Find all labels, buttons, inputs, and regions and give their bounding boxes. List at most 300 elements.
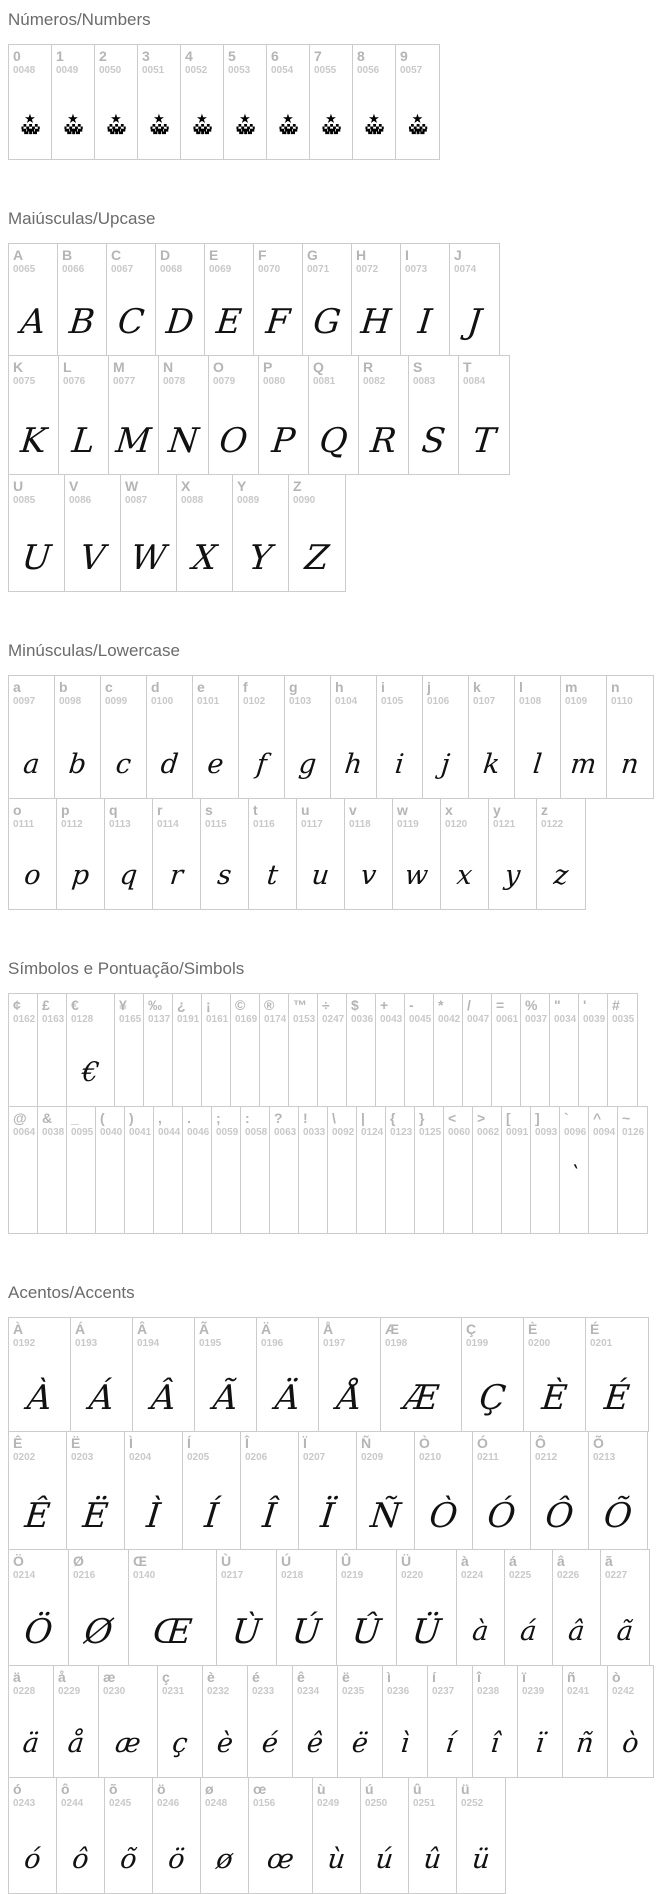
- demo-logo-glyph: [310, 113, 352, 135]
- cell-unicode-label: 0049: [56, 65, 79, 76]
- cell-unicode-label: 0225: [509, 1570, 532, 1581]
- logo-noise-line: ▀▙▜▛▟▀: [322, 129, 340, 135]
- glyph-cell-0102: [239, 676, 285, 798]
- cell-char-label: î: [477, 1669, 481, 1685]
- cell-char-label: {: [390, 1110, 396, 1126]
- cell-unicode-label: 0052: [185, 65, 208, 76]
- cell-glyph: F: [264, 302, 292, 342]
- glyph-cell-0066: [58, 244, 107, 355]
- glyph-cell-0156: [249, 1778, 313, 1893]
- glyph-cell-0210: [415, 1432, 473, 1549]
- cell-glyph: é: [260, 1728, 280, 1759]
- glyph-cell-0090: [289, 475, 345, 591]
- cell-glyph: Í: [202, 1496, 221, 1536]
- cell-unicode-label: 0234: [297, 1686, 320, 1697]
- cell-char-label: p: [61, 802, 70, 818]
- cell-char-label: h: [335, 679, 344, 695]
- cell-glyph: Ø: [82, 1612, 115, 1652]
- cell-char-label: O: [213, 359, 224, 375]
- cell-char-label: 1: [56, 48, 64, 64]
- glyph-cell-0104: [331, 676, 377, 798]
- cell-glyph: Õ: [601, 1496, 635, 1536]
- cell-char-label: #: [612, 997, 620, 1013]
- cell-char-label: Y: [237, 478, 247, 494]
- logo-noise-line: ▀▙▜▛▟▀: [279, 129, 297, 135]
- cell-unicode-label: 0241: [567, 1686, 590, 1697]
- cell-unicode-label: 0246: [157, 1798, 180, 1809]
- glyph-cell-0052: [181, 45, 224, 159]
- cell-unicode-label: 0048: [13, 65, 36, 76]
- glyph-cell-0072: [352, 244, 401, 355]
- glyph-cell-0038: [38, 1107, 67, 1233]
- cell-glyph: P: [269, 421, 298, 461]
- cell-char-label: <: [448, 1110, 457, 1126]
- cell-unicode-label: 0244: [61, 1798, 84, 1809]
- cell-unicode-label: 0194: [137, 1338, 160, 1349]
- cell-glyph: y: [503, 860, 522, 891]
- cell-unicode-label: 0116: [253, 819, 275, 830]
- cell-char-label: j: [427, 679, 431, 695]
- cell-unicode-label: 0100: [151, 696, 174, 707]
- logo-noise-line: ▞▚▞▚▞▚: [365, 124, 383, 130]
- glyph-cell-0121: [489, 799, 537, 909]
- cell-unicode-label: 0238: [477, 1686, 500, 1697]
- cell-glyph: ù: [326, 1844, 347, 1875]
- glyph-cell-0194: [133, 1318, 195, 1431]
- cell-char-label: ©: [235, 997, 246, 1013]
- cell-unicode-label: 0079: [213, 376, 236, 387]
- cell-unicode-label: 0247: [322, 1014, 345, 1025]
- glyph-cell-0128: [67, 994, 115, 1106]
- cell-glyph: ñ: [574, 1728, 596, 1759]
- cell-char-label: Ú: [281, 1553, 292, 1569]
- cell-unicode-label: 0040: [100, 1127, 123, 1138]
- cell-unicode-label: 0033: [303, 1127, 326, 1138]
- glyph-cell-0196: [257, 1318, 319, 1431]
- cell-char-label: u: [301, 802, 310, 818]
- star-icon: ★: [67, 111, 79, 126]
- glyph-cell-0061: [492, 994, 521, 1106]
- cell-char-label: T: [463, 359, 472, 375]
- cell-unicode-label: 0047: [467, 1014, 490, 1025]
- cell-char-label: ä: [13, 1669, 21, 1685]
- glyph-cell-0037: [521, 994, 550, 1106]
- cell-char-label: ): [129, 1110, 134, 1126]
- glyph-cell-0211: [473, 1432, 531, 1549]
- glyph-cell-0125: [415, 1107, 444, 1233]
- cell-char-label: ì: [387, 1669, 391, 1685]
- cell-char-label: Ø: [73, 1553, 84, 1569]
- cell-glyph: Î: [260, 1496, 279, 1536]
- glyph-cell-0068: [156, 244, 205, 355]
- glyph-row: [8, 675, 654, 799]
- glyph-cell-0140: [129, 1550, 217, 1665]
- cell-char-label: y: [493, 802, 501, 818]
- cell-char-label: }: [419, 1110, 425, 1126]
- glyph-cell-0112: [57, 799, 105, 909]
- glyph-cell-0169: [231, 994, 260, 1106]
- cell-glyph: Ñ: [368, 1496, 403, 1536]
- cell-glyph: h: [343, 749, 364, 780]
- cell-glyph: x: [455, 860, 474, 891]
- cell-unicode-label: 0165: [119, 1014, 142, 1025]
- glyph-cell-0165: [115, 994, 144, 1106]
- cell-char-label: ': [583, 997, 587, 1013]
- cell-glyph: ã: [615, 1616, 635, 1647]
- cell-char-label: ö: [157, 1781, 166, 1797]
- star-icon: ★: [282, 111, 294, 126]
- cell-glyph: Â: [149, 1378, 178, 1418]
- glyph-cell-0099: [101, 676, 147, 798]
- cell-glyph: S: [419, 421, 448, 461]
- cell-char-label: â: [557, 1553, 565, 1569]
- glyph-cell-0073: [401, 244, 450, 355]
- cell-char-label: ê: [297, 1669, 305, 1685]
- cell-char-label: Æ: [385, 1321, 399, 1337]
- cell-unicode-label: 0068: [160, 264, 183, 275]
- cell-unicode-label: 0088: [181, 495, 204, 506]
- glyph-cell-0064: [9, 1107, 38, 1233]
- glyph-row: [8, 1106, 648, 1234]
- cell-char-label: i: [381, 679, 385, 695]
- cell-char-label: Î: [245, 1435, 249, 1451]
- cell-char-label: 2: [99, 48, 107, 64]
- glyph-cell-0137: [144, 994, 173, 1106]
- cell-unicode-label: 0105: [381, 696, 404, 707]
- star-icon: ★: [239, 111, 251, 126]
- cell-glyph: Ú: [290, 1612, 323, 1652]
- cell-unicode-label: 0122: [541, 819, 564, 830]
- cell-glyph: í: [444, 1728, 456, 1759]
- cell-unicode-label: 0055: [314, 65, 337, 76]
- cell-unicode-label: 0041: [129, 1127, 152, 1138]
- glyph-cell-0043: [376, 994, 405, 1106]
- cell-glyph: w: [403, 860, 430, 891]
- logo-noise-line: ▀▙▜▛▟▀: [150, 129, 168, 135]
- star-icon: ★: [196, 111, 208, 126]
- glyph-cell-0226: [553, 1550, 601, 1665]
- cell-char-label: l: [519, 679, 523, 695]
- cell-char-label: ,: [158, 1110, 162, 1126]
- cell-unicode-label: 0237: [432, 1686, 455, 1697]
- logo-noise-line: ▞▚▞▚▞▚: [21, 124, 39, 130]
- cell-unicode-label: 0195: [199, 1338, 222, 1349]
- cell-unicode-label: 0087: [125, 495, 148, 506]
- cell-unicode-label: 0069: [209, 264, 232, 275]
- cell-glyph: Z: [303, 538, 331, 578]
- cell-char-label: Ó: [477, 1435, 488, 1451]
- glyph-cell-0250: [361, 1778, 409, 1893]
- cell-unicode-label: 0038: [42, 1127, 65, 1138]
- glyph-cell-0059: [212, 1107, 241, 1233]
- cell-glyph: É: [602, 1378, 632, 1418]
- cell-char-label: s: [205, 802, 213, 818]
- cell-char-label: A: [13, 247, 24, 263]
- logo-noise-line: ▞▚▞▚▞▚: [64, 124, 82, 130]
- cell-char-label: Â: [137, 1321, 148, 1337]
- demo-logo-glyph: [267, 113, 309, 135]
- glyph-cell-0095: [67, 1107, 96, 1233]
- glyph-cell-0202: [9, 1432, 67, 1549]
- cell-unicode-label: 0112: [61, 819, 83, 830]
- cell-unicode-label: 0042: [438, 1014, 461, 1025]
- cell-char-label: Á: [75, 1321, 86, 1337]
- cell-unicode-label: 0218: [281, 1570, 304, 1581]
- cell-char-label: d: [151, 679, 160, 695]
- cell-char-label: w: [397, 802, 408, 818]
- glyph-cell-0233: [248, 1666, 293, 1777]
- glyph-cell-0065: [9, 244, 58, 355]
- glyph-cell-0070: [254, 244, 303, 355]
- cell-char-label: C: [111, 247, 122, 263]
- glyph-cell-0053: [224, 45, 267, 159]
- cell-unicode-label: 0053: [228, 65, 251, 76]
- glyph-cell-0078: [159, 356, 209, 474]
- cell-glyph: À: [25, 1378, 54, 1418]
- cell-unicode-label: 0070: [258, 264, 281, 275]
- glyph-cell-0047: [463, 994, 492, 1106]
- cell-unicode-label: 0096: [564, 1127, 587, 1138]
- cell-char-label: ô: [61, 1781, 70, 1797]
- logo-noise-line: ▞▚▞▚▞▚: [279, 124, 297, 130]
- cell-char-label: *: [438, 997, 444, 1013]
- cell-unicode-label: 0111: [13, 819, 35, 830]
- cell-glyph: ë: [350, 1728, 370, 1759]
- cell-unicode-label: 0071: [307, 264, 330, 275]
- cell-char-label: ò: [612, 1669, 621, 1685]
- glyph-cell-0153: [289, 994, 318, 1106]
- cell-unicode-label: 0060: [448, 1127, 471, 1138]
- cell-char-label: ¢: [13, 997, 21, 1013]
- cell-glyph: È: [539, 1378, 570, 1418]
- cell-glyph: î: [489, 1728, 501, 1759]
- cell-unicode-label: 0043: [380, 1014, 403, 1025]
- glyph-cell-0034: [550, 994, 579, 1106]
- cell-char-label: ø: [205, 1781, 214, 1797]
- glyph-row: [8, 993, 638, 1107]
- cell-glyph: ì: [399, 1728, 411, 1759]
- glyph-cell-0082: [359, 356, 409, 474]
- glyph-cell-0243: [9, 1778, 57, 1893]
- cell-glyph: N: [166, 421, 201, 461]
- cell-glyph: l: [531, 749, 544, 780]
- cell-unicode-label: 0124: [361, 1127, 384, 1138]
- cell-unicode-label: 0232: [207, 1686, 230, 1697]
- glyph-cell-0206: [241, 1432, 299, 1549]
- cell-glyph: è: [215, 1728, 235, 1759]
- cell-glyph: €: [80, 1057, 101, 1088]
- glyph-row: [8, 1317, 649, 1432]
- cell-unicode-label: 0076: [63, 376, 86, 387]
- glyph-cell-0039: [579, 994, 608, 1106]
- glyph-cell-0227: [601, 1550, 649, 1665]
- cell-char-label: >: [477, 1110, 486, 1126]
- demo-logo-glyph: [138, 113, 180, 135]
- cell-unicode-label: 0156: [253, 1798, 276, 1809]
- cell-unicode-label: 0099: [105, 696, 128, 707]
- glyph-cell-0193: [71, 1318, 133, 1431]
- glyph-cell-0051: [138, 45, 181, 159]
- section-title: Acentos/Accents: [8, 1283, 135, 1302]
- glyph-row: [8, 798, 586, 910]
- cell-glyph: U: [20, 538, 53, 578]
- cell-char-label: G: [307, 247, 318, 263]
- cell-unicode-label: 0196: [261, 1338, 284, 1349]
- cell-char-label: Ç: [466, 1321, 477, 1337]
- cell-glyph: D: [164, 302, 196, 342]
- cell-char-label: Ä: [261, 1321, 272, 1337]
- cell-unicode-label: 0210: [419, 1452, 442, 1463]
- cell-glyph: œ: [265, 1844, 296, 1875]
- cell-glyph: Ô: [543, 1496, 576, 1536]
- cell-char-label: z: [541, 802, 548, 818]
- cell-char-label: x: [445, 802, 453, 818]
- cell-unicode-label: 0251: [413, 1798, 436, 1809]
- cell-glyph: R: [368, 421, 399, 461]
- glyph-cell-0113: [105, 799, 153, 909]
- glyph-cell-0062: [473, 1107, 502, 1233]
- cell-glyph: L: [70, 421, 97, 461]
- cell-glyph: Ü: [410, 1612, 443, 1652]
- cell-char-label: œ: [253, 1781, 267, 1797]
- cell-char-label: F: [258, 247, 267, 263]
- glyph-cell-0220: [397, 1550, 457, 1665]
- cell-unicode-label: 0233: [252, 1686, 275, 1697]
- cell-unicode-label: 0248: [205, 1798, 228, 1809]
- cell-glyph: ê: [305, 1728, 325, 1759]
- cell-char-label: |: [361, 1110, 365, 1126]
- cell-unicode-label: 0077: [113, 376, 136, 387]
- cell-char-label: ï: [522, 1669, 526, 1685]
- cell-unicode-label: 0231: [162, 1686, 185, 1697]
- logo-noise-line: ▀▙▜▛▟▀: [21, 129, 39, 135]
- glyph-cell-0076: [59, 356, 109, 474]
- cell-unicode-label: 0065: [13, 264, 36, 275]
- cell-glyph: u: [310, 860, 331, 891]
- cell-unicode-label: 0163: [42, 1014, 65, 1025]
- cell-unicode-label: 0120: [445, 819, 468, 830]
- cell-unicode-label: 0045: [409, 1014, 432, 1025]
- glyph-cell-0085: [9, 475, 65, 591]
- cell-unicode-label: 0075: [13, 376, 36, 387]
- glyph-cell-0246: [153, 1778, 201, 1893]
- glyph-row: [8, 243, 500, 356]
- glyph-cell-0235: [338, 1666, 383, 1777]
- glyph-cell-0251: [409, 1778, 457, 1893]
- cell-unicode-label: 0226: [557, 1570, 580, 1581]
- glyph-cell-0231: [158, 1666, 203, 1777]
- cell-char-label: I: [405, 247, 409, 263]
- cell-glyph: O: [217, 421, 250, 461]
- cell-glyph: b: [67, 749, 88, 780]
- glyph-cell-0108: [515, 676, 561, 798]
- cell-unicode-label: 0117: [301, 819, 323, 830]
- glyph-cell-0057: [396, 45, 439, 159]
- cell-unicode-label: 0103: [289, 696, 312, 707]
- glyph-row: [8, 1431, 648, 1550]
- cell-unicode-label: 0137: [148, 1014, 171, 1025]
- demo-logo-glyph: [181, 113, 223, 135]
- cell-glyph: `: [567, 1163, 581, 1188]
- glyph-cell-0114: [153, 799, 201, 909]
- cell-char-label: @: [13, 1110, 27, 1126]
- cell-unicode-label: 0119: [397, 819, 419, 830]
- glyph-cell-0054: [267, 45, 310, 159]
- cell-unicode-label: 0140: [133, 1570, 156, 1581]
- cell-glyph: I: [416, 302, 434, 342]
- glyph-cell-0241: [563, 1666, 608, 1777]
- cell-char-label: =: [496, 997, 505, 1013]
- glyph-cell-0197: [319, 1318, 381, 1431]
- glyph-cell-0063: [270, 1107, 299, 1233]
- cell-unicode-label: 0108: [519, 696, 542, 707]
- star-icon: ★: [24, 111, 36, 126]
- cell-unicode-label: 0169: [235, 1014, 258, 1025]
- cell-char-label: ó: [13, 1781, 22, 1797]
- cell-char-label: q: [109, 802, 118, 818]
- cell-unicode-label: 0227: [605, 1570, 628, 1581]
- cell-char-label: é: [252, 1669, 260, 1685]
- cell-unicode-label: 0064: [13, 1127, 36, 1138]
- glyph-cell-0229: [54, 1666, 99, 1777]
- cell-unicode-label: 0199: [466, 1338, 489, 1349]
- cell-unicode-label: 0086: [69, 495, 92, 506]
- glyph-cell-0123: [386, 1107, 415, 1233]
- cell-char-label: 8: [357, 48, 365, 64]
- cell-char-label: ù: [317, 1781, 326, 1797]
- cell-glyph: Û: [350, 1612, 383, 1652]
- logo-noise-line: ▀▙▜▛▟▀: [64, 129, 82, 135]
- glyph-cell-0212: [531, 1432, 589, 1549]
- cell-char-label: ®: [264, 997, 275, 1013]
- glyph-cell-0217: [217, 1550, 277, 1665]
- cell-glyph: ø: [214, 1844, 235, 1875]
- cell-unicode-label: 0161: [206, 1014, 229, 1025]
- cell-glyph: õ: [118, 1844, 139, 1875]
- cell-char-label: S: [413, 359, 423, 375]
- cell-glyph: Ò: [427, 1496, 460, 1536]
- cell-char-label: Ê: [13, 1435, 23, 1451]
- glyph-cell-0252: [457, 1778, 505, 1893]
- glyph-cell-0237: [428, 1666, 473, 1777]
- cell-glyph: Ï: [318, 1496, 337, 1536]
- cell-char-label: Í: [187, 1435, 191, 1451]
- glyph-cell-0124: [357, 1107, 386, 1233]
- star-icon: ★: [153, 111, 165, 126]
- cell-unicode-label: 0072: [356, 264, 379, 275]
- cell-unicode-label: 0123: [390, 1127, 413, 1138]
- cell-unicode-label: 0092: [332, 1127, 355, 1138]
- glyph-cell-0060: [444, 1107, 473, 1233]
- cell-char-label: Ù: [221, 1553, 232, 1569]
- cell-glyph: Ä: [273, 1378, 302, 1418]
- cell-char-label: R: [363, 359, 374, 375]
- cell-char-label: k: [473, 679, 481, 695]
- demo-logo-glyph: [353, 113, 395, 135]
- cell-char-label: ¿: [177, 997, 186, 1013]
- cell-char-label: U: [13, 478, 24, 494]
- cell-unicode-label: 0063: [274, 1127, 297, 1138]
- cell-char-label: Ü: [401, 1553, 412, 1569]
- cell-unicode-label: 0252: [461, 1798, 484, 1809]
- glyph-cell-0110: [607, 676, 653, 798]
- cell-char-label: m: [565, 679, 578, 695]
- glyph-cell-0100: [147, 676, 193, 798]
- glyph-cell-0242: [608, 1666, 653, 1777]
- glyph-cell-0232: [203, 1666, 248, 1777]
- cell-char-label: b: [59, 679, 68, 695]
- cell-unicode-label: 0206: [245, 1452, 268, 1463]
